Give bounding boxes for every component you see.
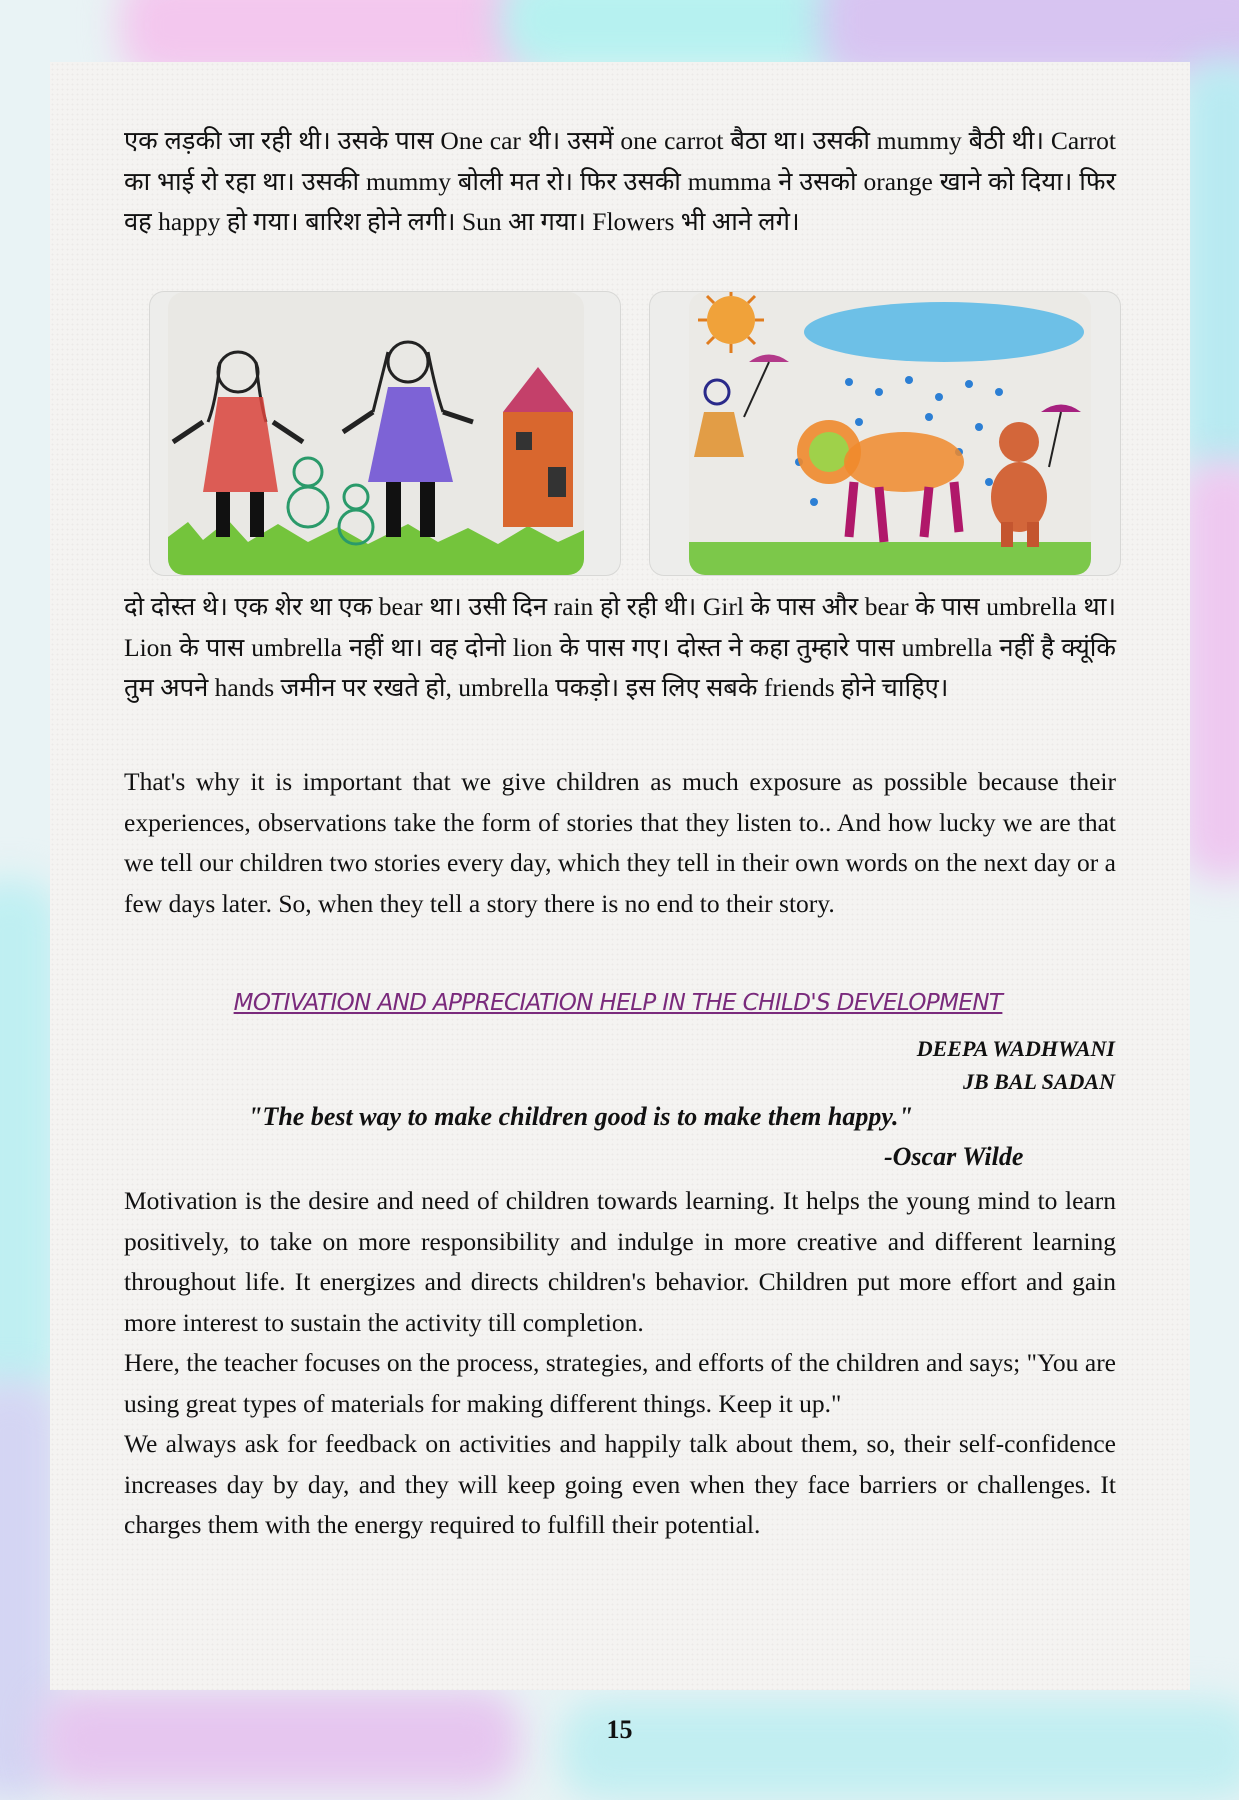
watercolor-wash xyxy=(500,0,860,70)
quote-author: -Oscar Wilde xyxy=(884,1142,1024,1171)
article-paragraph: We always ask for feedback on activities and happily talk about them, so, their self-confidence increases day by day, and they will keep going even when they face barriers or challenges. It charges them with the energy required to fulfill their potential. xyxy=(124,1429,1116,1539)
author-name: DEEPA WADHWANI xyxy=(916,1036,1115,1061)
story-hindi-2: दो दोस्त थे। एक शेर था एक bear था। उसी दिन rain हो रही थी। Girl के पास और bear के पास umbrella था। Lion के पास umbrella नहीं था। वह दोनो lion के पास गए। दोस्त ने कहा तुम्हारे पास umbrella नहीं है क्यूंकि तुम अपने hands जमीन पर रखते हो, umbrella पकड़ो। इस लिए सबके friends होने चाहिए। xyxy=(124,592,1116,702)
page-number: 15 xyxy=(606,1715,633,1744)
story-hindi-1: एक लड़की जा रही थी। उसके पास One car थी। उसमें one carrot बैठा था। उसकी mummy बैठी थी। Carrot का भाई रो रहा था। उसकी mummy बोली मत रो। फिर उसकी mumma ने उसको orange खाने को दिया। फिर वह happy हो गया। बारिश होने लगी। Sun आ गया। Flowers भी आने लगे। xyxy=(124,126,1116,236)
article-paragraph: Motivation is the desire and need of children towards learning. It helps the young mind to learn positively, to take on more responsibility and indulge in more creative and different learning throughout life. It energizes and directs children's behavior. Children put more effort and gain more interest to sustain the activity till completion. xyxy=(124,1186,1116,1337)
child-drawing-girls-house-image xyxy=(168,292,584,575)
article-paragraph: Here, the teacher focuses on the process, strategies, and efforts of the children and says; "You are using great types of materials for making different things. Keep it up." xyxy=(124,1348,1116,1418)
child-drawing-lion-bear-rain-image xyxy=(689,292,1091,575)
closing-paragraph: That's why it is important that we give children as much exposure as possible because their experiences, observations take the form of stories that they listen to.. And how lucky we are that we tell our children two stories every day, which they tell in their own words on the next day or a few days later. So, when they tell a story there is no end to their story. xyxy=(124,767,1116,918)
article-title: MOTIVATION AND APPRECIATION HELP IN THE CHILD'S DEVELOPMENT xyxy=(233,990,1003,1016)
quote-text: "The best way to make children good is to make them happy." xyxy=(248,1102,913,1131)
author-school: JB BAL SADAN xyxy=(962,1069,1115,1094)
article-body xyxy=(124,1181,1116,1546)
